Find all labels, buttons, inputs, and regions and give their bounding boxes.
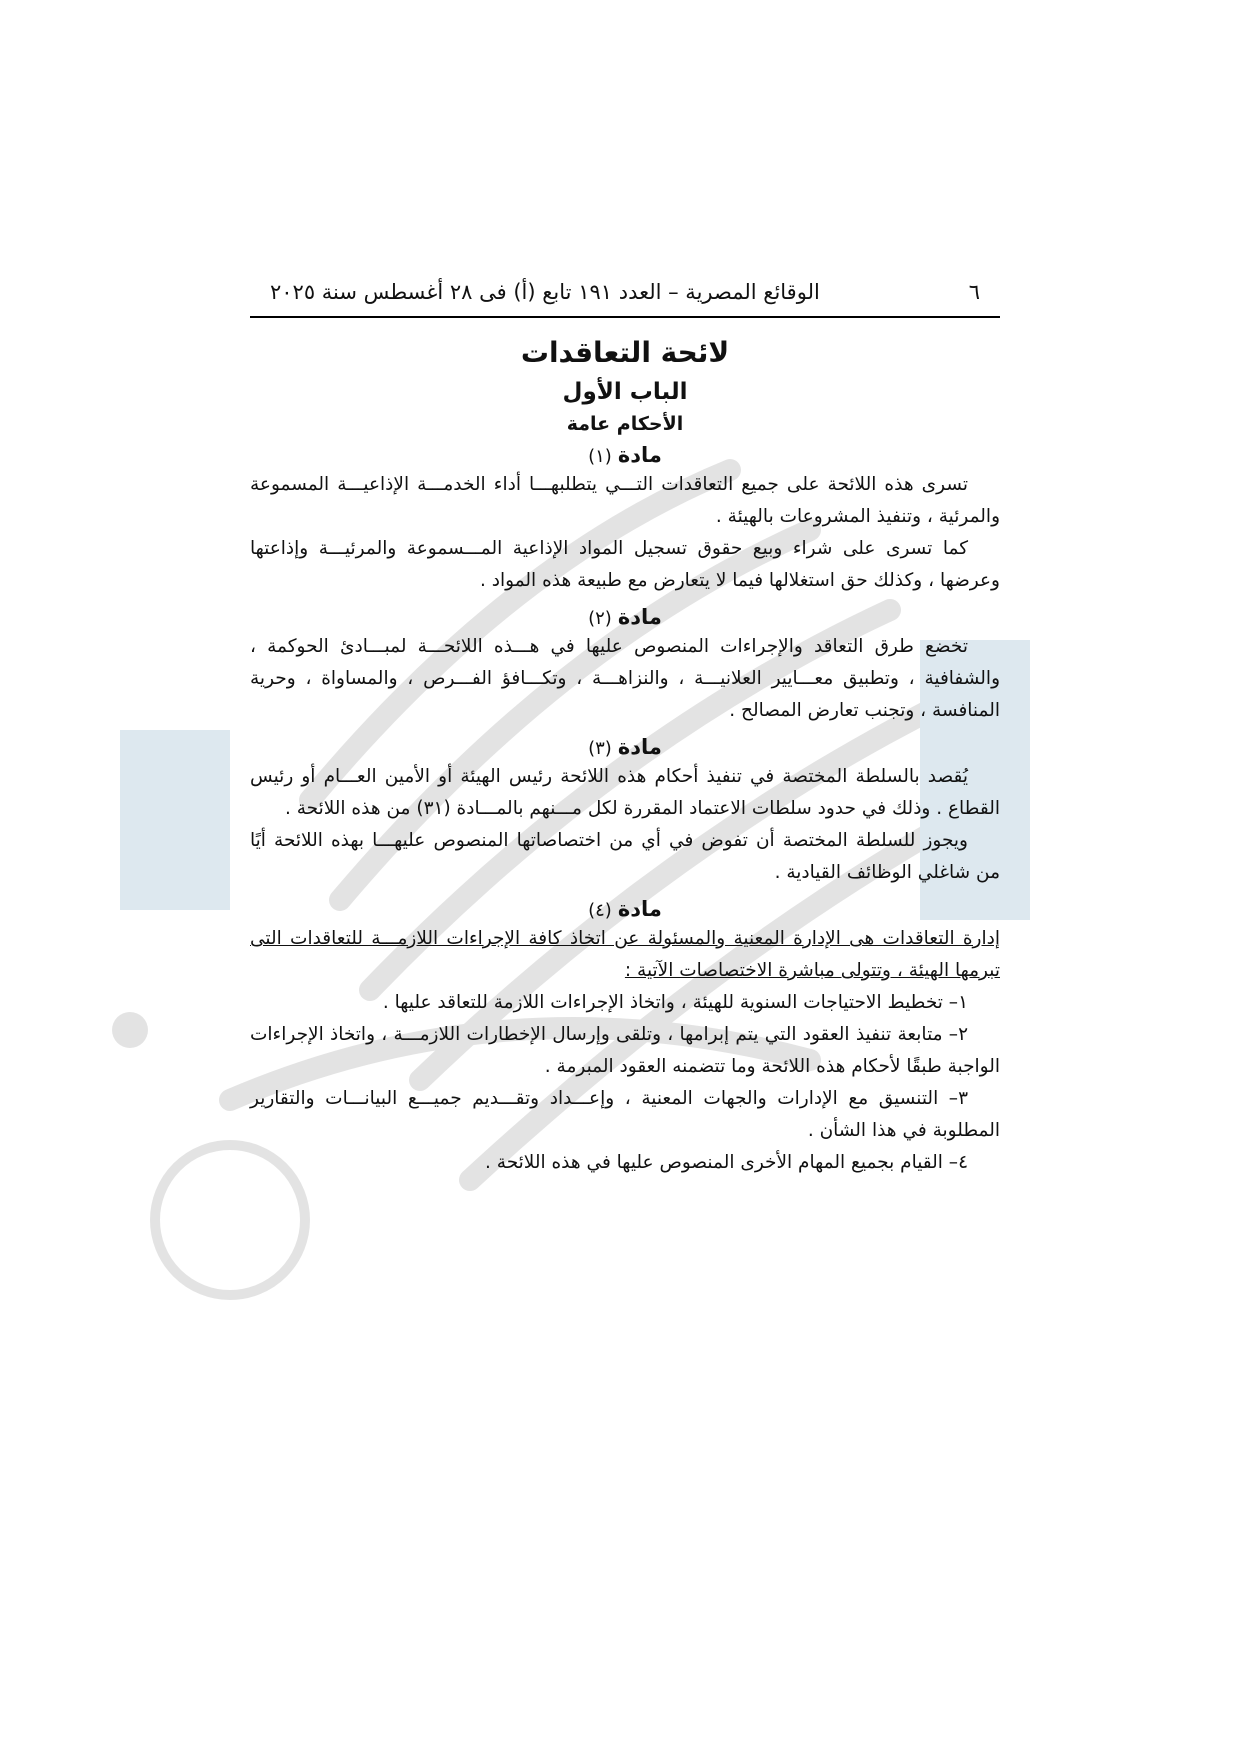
article-paragraph: تسرى هذه اللائحة على جميع التعاقدات التـــي يتطلبهـــا أداء الخدمـــة الإذاعيـــة المسموعة والمرئية ، وتنفيذ المشروعات بالهيئة . <box>250 474 1000 527</box>
article-number: (٣) <box>588 738 612 759</box>
article-label: مادة <box>617 605 662 629</box>
article-number: (١) <box>588 446 612 467</box>
page-number: ٦ <box>968 280 980 304</box>
article-label: مادة <box>617 897 662 921</box>
article-heading <box>250 605 1000 629</box>
article-paragraph: كما تسرى على شراء وبيع حقوق تسجيل المواد الإذاعية المـــسموعة والمرئيـــة وإذاعتها وعرضها ، وكذلك حق استغلالها فيما لا يتعارض مع طبيعة هذه المواد . <box>250 538 1000 591</box>
list-item: ٢– متابعة تنفيذ العقود التي يتم إبرامها ، وتلقى وإرسال الإخطارات اللازمـــة ، واتخاذ الإجراءات الواجبة طبقًا لأحكام هذه اللائحة وما تتضمنه العقود المبرمة . <box>250 1024 1000 1077</box>
article-number: (٤) <box>588 900 612 921</box>
article-number: (٢) <box>588 608 612 629</box>
chapter-title: الباب الأول <box>562 379 688 405</box>
list-item: ٤– القيام بجميع المهام الأخرى المنصوص عليها في هذه اللائحة . <box>485 1152 968 1173</box>
article-paragraph: ويجوز للسلطة المختصة أن تفوض في أي من اختصاصاتها المنصوص عليهـــا بهذه اللائحة أيًا من شاغلي الوظائف القيادية . <box>250 830 1000 883</box>
article-paragraph: يُقصد بالسلطة المختصة في تنفيذ أحكام هذه اللائحة رئيس الهيئة أو الأمين العـــام أو رئيس القطاع . وذلك في حدود سلطات الاعتماد المقررة لكل مـــنهم بالمـــادة (٣١) من هذه اللائحة . <box>250 766 1000 819</box>
article-label: مادة <box>617 443 662 467</box>
article-heading <box>250 897 1000 921</box>
list-item: ١– تخطيط الاحتياجات السنوية للهيئة ، واتخاذ الإجراءات اللازمة للتعاقد عليها . <box>382 992 968 1013</box>
gazette-header <box>250 280 1000 318</box>
article-paragraph: تخضع طرق التعاقد والإجراءات المنصوص عليها في هـــذه اللائحـــة لمبـــادئ الحوكمة ، والشفافية ، وتطبيق معـــايير العلانيـــة ، والنزاهـــة ، وتكـــافؤ الفـــرص ، والمساواة ، وحرية المنافسة ، وتجنب تعارض المصالح . <box>250 636 1000 721</box>
list-item: ٣– التنسيق مع الإدارات والجهات المعنية ، وإعـــداد وتقـــديم جميـــع البيانـــات والتقارير المطلوبة في هذا الشأن . <box>250 1088 1000 1141</box>
document-page <box>250 280 1000 1179</box>
article-heading <box>250 735 1000 759</box>
article-label: مادة <box>617 735 662 759</box>
header-text: الوقائع المصرية – العدد ١٩١ تابع (أ) فى ٢٨ أغسطس سنة ٢٠٢٥ <box>270 280 820 304</box>
document-title: لائحة التعاقدات <box>520 336 730 369</box>
section-title: الأحكام عامة <box>566 413 684 435</box>
article-paragraph: إدارة التعاقدات هى الإدارة المعنية والمسئولة عن اتخاذ كافة الإجراءات اللازمـــة للتعاقدات التى تبرمها الهيئة ، وتتولى مباشرة الاختصاصات الآتية : <box>250 928 1000 981</box>
article-heading <box>250 443 1000 467</box>
